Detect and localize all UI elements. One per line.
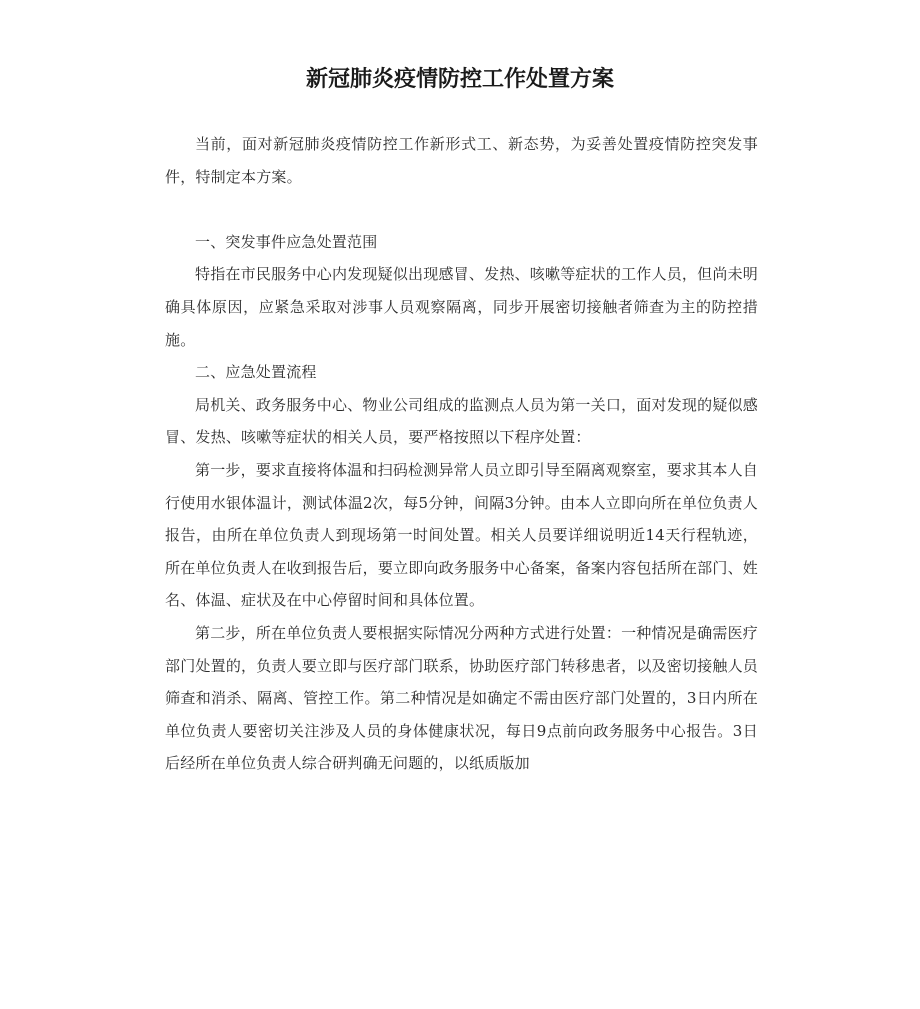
step-one-paragraph: 第一步，要求直接将体温和扫码检测异常人员立即引导至隔离观察室，要求其本人自行使用水银体温计，测试体温2次，每5分钟，间隔3分钟。由本人立即向所在单位负责人报告，由所在单位负责人到现场第一时间处置。相关人员要详细说明近14天行程轨迹，所在单位负责人在收到报告后，要立即向政务服务中心备案，备案内容包括所在部门、姓名、体温、症状及在中心停留时间和具体位置。 xyxy=(165,460,758,610)
section-heading-procedure: 二、应急处置流程 xyxy=(195,363,317,382)
document-title: 新冠肺炎疫情防控工作处置方案 xyxy=(305,67,614,92)
step-two-paragraph: 第二步，所在单位负责人要根据实际情况分两种方式进行处置：一种情况是确需医疗部门处置的，负责人要立即与医疗部门联系，协助医疗部门转移患者，以及密切接触人员筛查和消杀、隔离、管控工作。第二种情况是如确定不需由医疗部门处置的，3日内所在单位负责人要密切关注涉及人员的身体健康状况，每日9点前向政务服务中心报告。3日后经所在单位负责人综合研判确无问题的，以纸质版加 xyxy=(165,623,758,773)
procedure-paragraph: 局机关、政务服务中心、物业公司组成的监测点人员为第一关口，面对发现的疑似感冒、发热、咳嗽等症状的相关人员，要严格按照以下程序处置： xyxy=(165,395,758,447)
paragraph-spacer xyxy=(165,193,758,226)
scope-paragraph: 特指在市民服务中心内发现疑似出现感冒、发热、咳嗽等症状的工作人员，但尚未明确具体原因，应紧急采取对涉事人员观察隔离，同步开展密切接触者筛查为主的防控措施。 xyxy=(165,265,758,349)
document-body xyxy=(165,128,758,780)
intro-paragraph: 当前，面对新冠肺炎疫情防控工作新形式工、新态势，为妥善处置疫情防控突发事件，特制定本方案。 xyxy=(165,135,758,186)
section-heading-scope: 一、突发事件应急处置范围 xyxy=(195,232,378,251)
